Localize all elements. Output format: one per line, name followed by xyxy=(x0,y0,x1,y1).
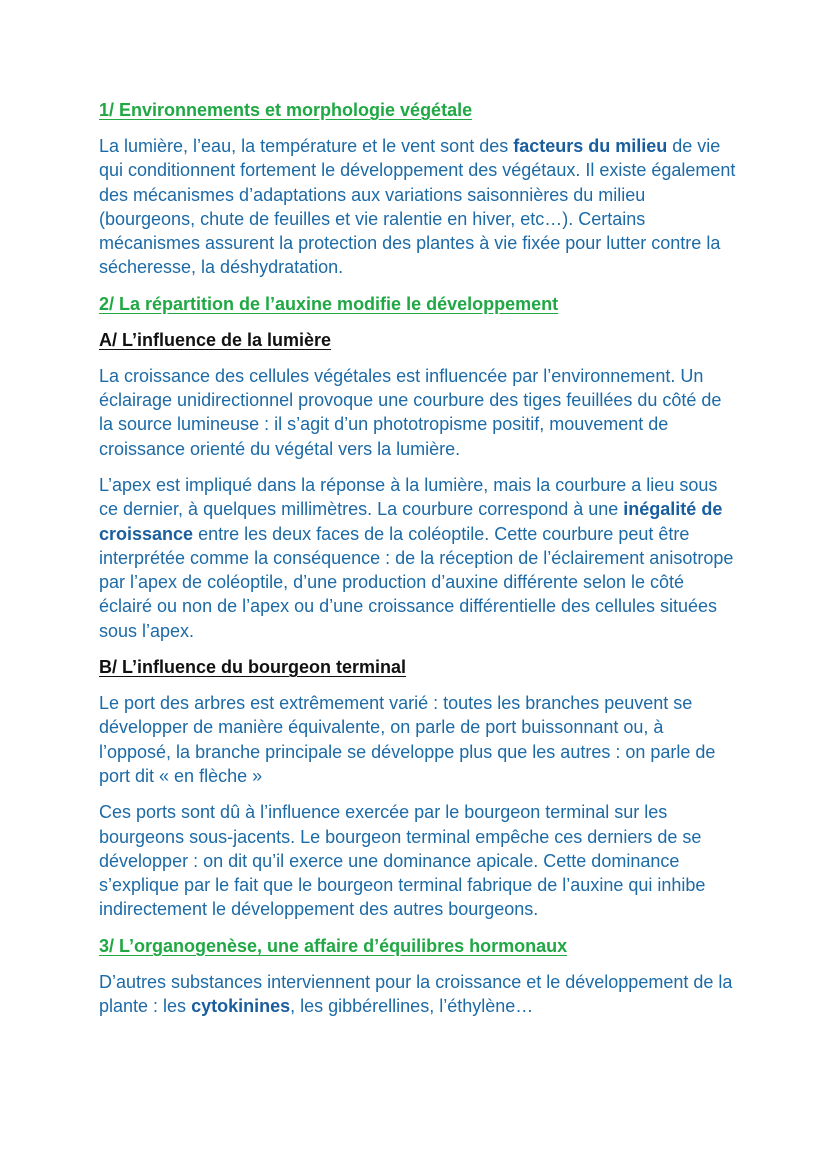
keyword-cytokinines: cytokinines xyxy=(191,996,291,1017)
keyword-inegalite-de-croissance: inégalité de croissance xyxy=(99,499,723,544)
section-1-heading: 1/ Environnements et morphologie végétale xyxy=(99,100,473,120)
subsection-b-heading: B/ L’influence du bourgeon terminal xyxy=(99,657,407,678)
subsection-a-paragraph-2: L’apex est impliqué dans la réponse à la lumière, mais la courbure a lieu sous ce dernier, à quelques millimètres. La courbure correspond à une inégalité de croissance entre les deux faces de la coléoptile. Cette courbure peut être interprétée comme la conséquence : de la réception de l’éclairement anisotrope par l’apex de coléoptile, d’une production d’auxine différente selon le côté éclairé ou non de l’apex ou d’une croissance différentielle des cellules situées sous l’apex. xyxy=(99,474,734,641)
subsection-b-paragraph-2: Ces ports sont dû à l’influence exercée par le bourgeon terminal sur les bourgeons sous-jacents. Le bourgeon terminal empêche ces derniers de se développer : on dit qu’il exerce une dominance apicale. Cette dominance s’explique par le fait que le bourgeon terminal fabrique de l’auxine qui inhibe indirectement le développement des autres bourgeons. xyxy=(99,802,706,920)
keyword-facteurs-du-milieu: facteurs du milieu xyxy=(513,136,668,156)
subsection-a-paragraph-1: La croissance des cellules végétales est influencée par l’environnement. Un éclairage unidirectionnel provoque une courbure des tiges feuillées du côté de la source lumineuse : il s’agit d’un phototropisme positif, mouvement de croissance orienté du végétal vers la lumière. xyxy=(99,365,722,459)
document-page xyxy=(99,98,739,1030)
subsection-a-heading: A/ L’influence de la lumière xyxy=(99,329,332,350)
section-1-paragraph: La lumière, l’eau, la température et le vent sont des facteurs du milieu de vie qui conditionnent fortement le développement des végétaux. Il existe également des mécanismes d’adaptations aux variations saisonnières du milieu (bourgeons, chute de feuilles et vie ralentie en hiver, etc…). Certains mécanismes assurent la protection des plantes à vie fixée pour lutter contre la sécheresse, la déshydratation. xyxy=(99,136,736,278)
section-3-paragraph: D’autres substances interviennent pour la croissance et le développement de la plante : les cytokinines, les gibbérellines, l’éthylène… xyxy=(99,971,733,1017)
section-2-heading: 2/ La répartition de l’auxine modifie le développement xyxy=(99,293,559,314)
subsection-b-paragraph-1: Le port des arbres est extrêmement varié : toutes les branches peuvent se développer de manière équivalente, on parle de port buissonnant ou, à l’opposé, la branche principale se développe plus que les autres : on parle de port dit « en flèche » xyxy=(99,693,716,786)
section-3-heading: 3/ L’organogenèse, une affaire d’équilibres hormonaux xyxy=(99,935,568,956)
